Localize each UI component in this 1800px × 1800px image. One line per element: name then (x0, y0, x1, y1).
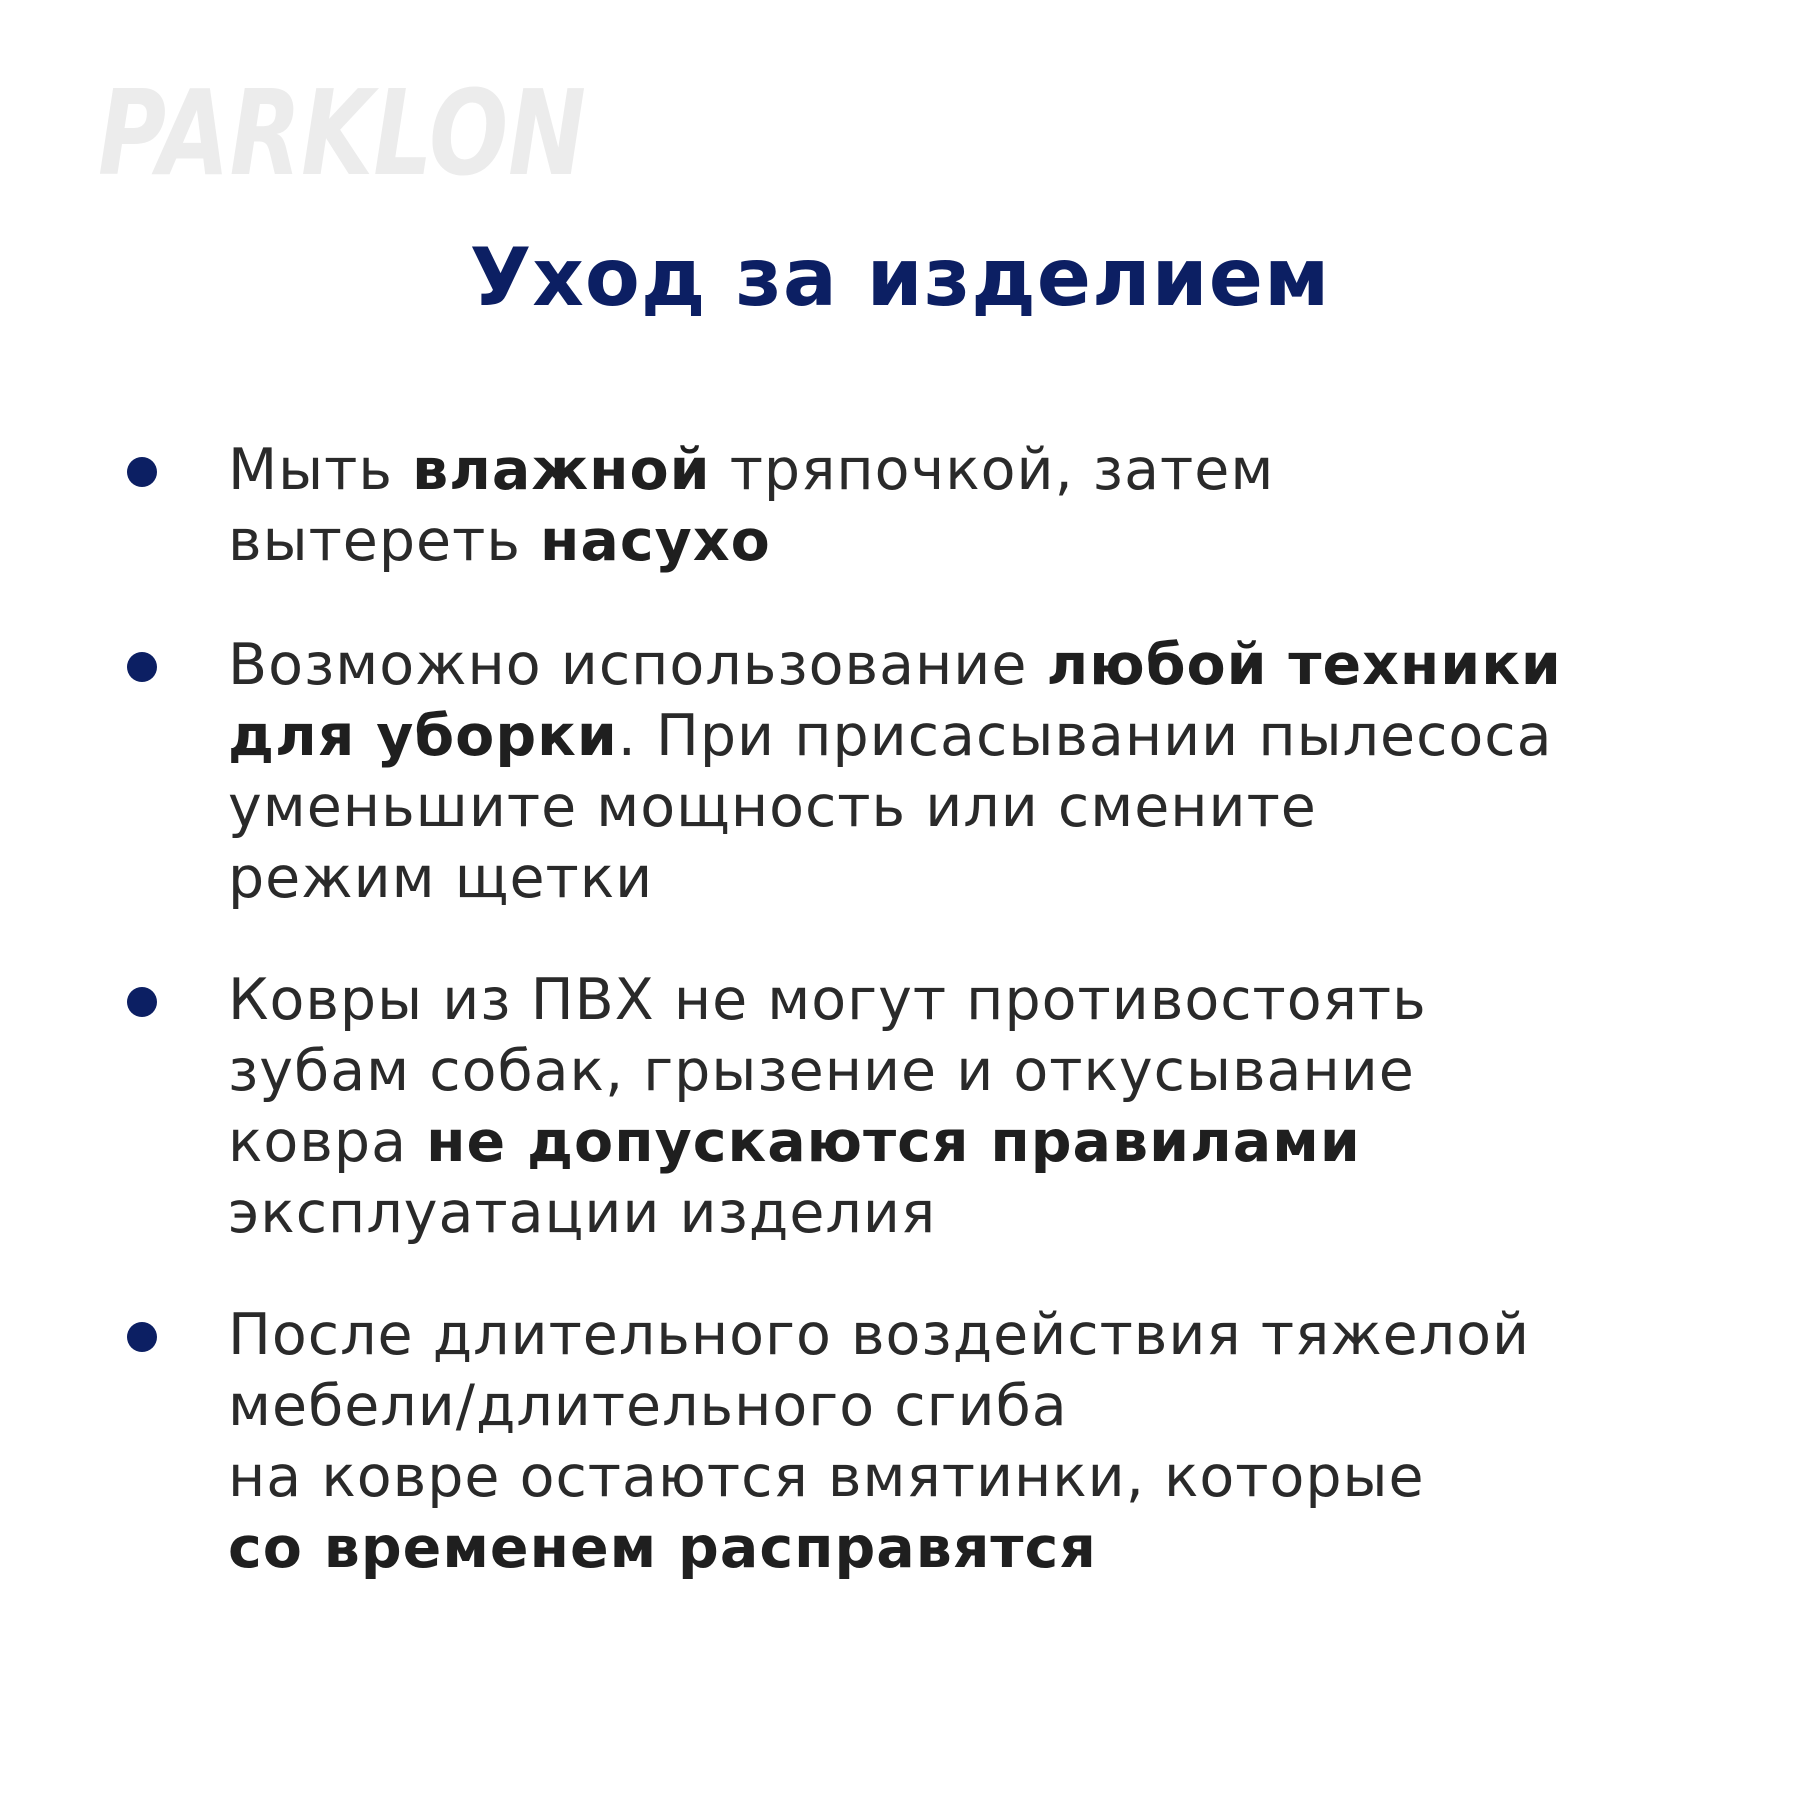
regular-text: . При присасывании пылесоса (617, 703, 1553, 769)
bullet-dot-icon (127, 457, 157, 487)
care-item-text (228, 965, 1708, 1249)
bold-text: любой техники (1046, 632, 1562, 698)
text-line (228, 1178, 1708, 1249)
text-line (228, 1371, 1708, 1442)
logo-wordmark: PARKLON (98, 64, 586, 202)
text-line (228, 965, 1708, 1036)
care-item-text (228, 630, 1708, 914)
care-item-text (228, 1300, 1708, 1584)
text-line (228, 772, 1708, 843)
text-line (228, 1513, 1708, 1584)
text-line (228, 506, 1708, 577)
bullet-dot-icon (127, 987, 157, 1017)
text-line (228, 1442, 1708, 1513)
regular-text: тряпочкой, затем (710, 437, 1275, 503)
regular-text: Возможно использование (228, 632, 1047, 698)
bold-text: для уборки (228, 703, 618, 769)
text-line (228, 701, 1708, 772)
bullet-dot-icon (127, 652, 157, 682)
regular-text: Ковры из ПВХ не могут противостоять (228, 967, 1427, 1033)
page-title: Уход за изделием (469, 231, 1331, 324)
regular-text: мебели/длительного сгиба (228, 1373, 1068, 1439)
bold-text: влажной (412, 437, 711, 503)
bold-text: со временем расправятся (228, 1515, 1097, 1581)
bold-text: насухо (540, 508, 771, 574)
parklon-logo-icon (92, 46, 592, 202)
text-line (228, 1107, 1708, 1178)
regular-text: Мыть (228, 437, 413, 503)
text-line (228, 630, 1708, 701)
regular-text: эксплуатации изделия (228, 1180, 937, 1246)
brand-logo (92, 46, 592, 202)
text-line (228, 843, 1708, 914)
regular-text: на ковре остаются вмятинки, которые (228, 1444, 1425, 1510)
regular-text: вытереть (228, 508, 541, 574)
text-line (228, 435, 1708, 506)
bold-text: не допускаются правилами (426, 1109, 1361, 1175)
regular-text: уменьшите мощность или смените (228, 774, 1317, 840)
regular-text: зубам собак, грызение и откусывание (228, 1038, 1415, 1104)
regular-text: режим щетки (228, 845, 654, 911)
regular-text: ковра (228, 1109, 427, 1175)
text-line (228, 1036, 1708, 1107)
regular-text: После длительного воздействия тяжелой (228, 1302, 1531, 1368)
care-item-text (228, 435, 1708, 577)
text-line (228, 1300, 1708, 1371)
bullet-dot-icon (127, 1322, 157, 1352)
